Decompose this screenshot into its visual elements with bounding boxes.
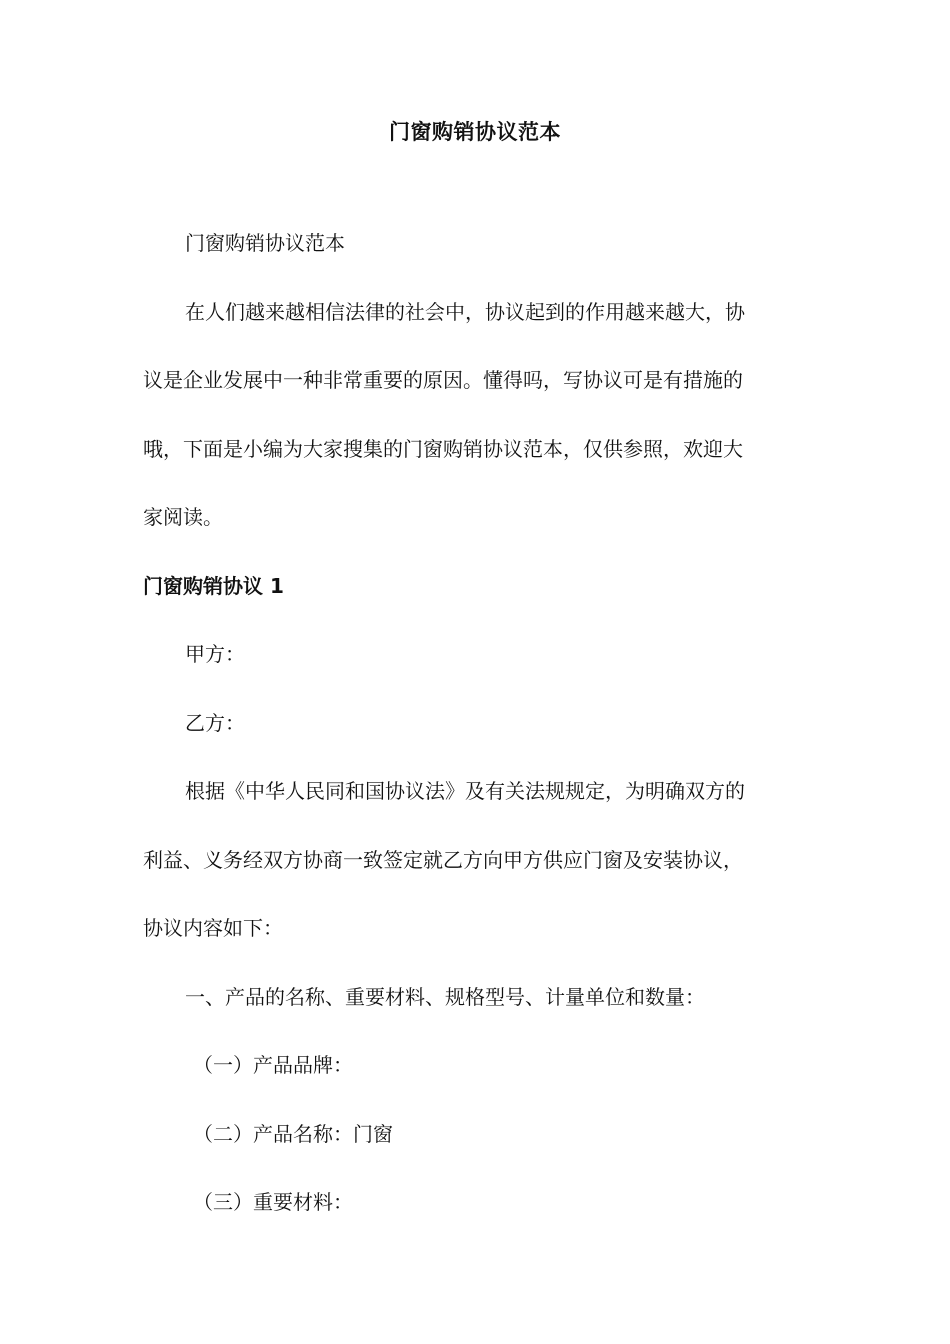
intro-line: 议是企业发展中一种非常重要的原因。懂得吗，写协议可是有措施的 <box>143 368 743 392</box>
basis-paragraph <box>143 757 807 963</box>
section-heading: 门窗购销协议 1 <box>143 573 284 598</box>
intro-paragraph <box>143 278 807 552</box>
document-body <box>143 112 807 1237</box>
intro-line: 哦，下面是小编为大家搜集的门窗购销协议范本，仅供参照，欢迎大 <box>143 436 743 461</box>
document-title: 门窗购销协议范本 <box>389 120 561 144</box>
intro-line: 在人们越来越相信法律的社会中，协议起到的作用越来越大，协 <box>185 299 745 324</box>
item-product-name: （二）产品名称：门窗 <box>193 1121 393 1146</box>
basis-line: 利益、义务经双方协商一致签定就乙方向甲方供应门窗及安装协议， <box>143 847 743 872</box>
intro-line: 家阅读。 <box>143 505 223 529</box>
party-b-label: 乙方： <box>185 710 245 735</box>
basis-line: 协议内容如下： <box>143 916 283 940</box>
clause-one: 一、产品的名称、重要材料、规格型号、计量单位和数量： <box>185 984 705 1009</box>
item-main-material: （三）重要材料： <box>193 1190 353 1214</box>
basis-line: 根据《中华人民同和国协议法》及有关法规规定，为明确双方的 <box>185 779 745 803</box>
party-a-label: 甲方： <box>185 642 245 666</box>
document-subtitle: 门窗购销协议范本 <box>185 231 345 255</box>
item-product-brand: （一）产品品牌： <box>193 1053 353 1077</box>
